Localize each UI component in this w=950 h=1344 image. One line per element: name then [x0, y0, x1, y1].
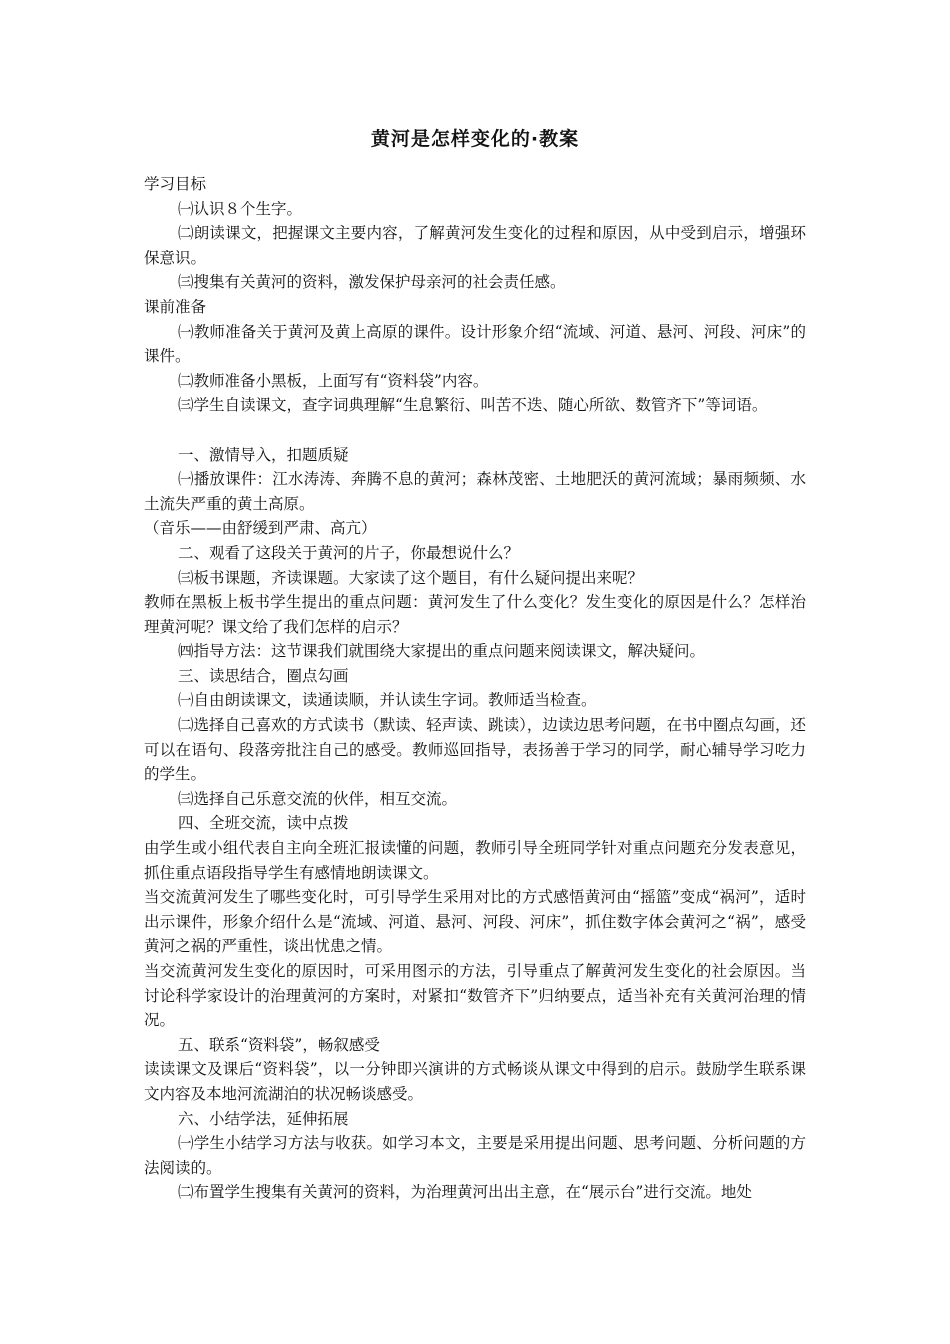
paragraph: ㈡朗读课文，把握课文主要内容，了解黄河发生变化的过程和原因，从中受到启示，增强环保意识。 — [144, 224, 806, 267]
paragraph: 由学生或小组代表自主向全班汇报读懂的问题，教师引导全班同学针对重点问题充分发表意见，抓住重点语段指导学生有感情地朗读课文。 — [144, 839, 806, 882]
paragraph: ㈠学生小结学习方法与收获。如学习本文，主要是采用提出问题、思考问题、分析问题的方法阅读的。 — [144, 1134, 806, 1177]
paragraph: 二、观看了这段关于黄河的片子，你最想说什么？ — [178, 543, 520, 562]
paragraph: 五、联系“资料袋”，畅叙感受 — [178, 1035, 380, 1054]
document-title: 黄河是怎样变化的·教案 — [370, 128, 580, 150]
paragraph: 一、激情导入，扣题质疑 — [178, 445, 349, 464]
paragraph: ㈠认识８个生字。 — [178, 199, 303, 218]
paragraph: 课前准备 — [144, 297, 207, 316]
paragraph: ㈠播放课件：江水涛涛、奔腾不息的黄河；森林茂密、土地肥沃的黄河流域；暴雨频频、水土流失严重的黄土高原。 — [144, 470, 806, 513]
paragraph: ㈡布置学生搜集有关黄河的资料，为治理黄河出出主意，在“展示台”进行交流。地处 — [178, 1183, 752, 1202]
paragraph: 当交流黄河发生了哪些变化时，可引导学生采用对比的方式感悟黄河由“摇篮”变成“祸河”，适时出示课件，形象介绍什么是“流域、河道、悬河、河段、河床”，抓住数字体会黄河之“祸”，感受黄河之祸的严重性，谈出忧患之情。 — [144, 888, 806, 956]
paragraph: 读读课文及课后“资料袋”，以一分钟即兴演讲的方式畅谈从课文中得到的启示。鼓励学生联系课文内容及本地河流湖泊的状况畅谈感受。 — [144, 1060, 806, 1103]
paragraph: （音乐——由舒缓到严肃、高亢） — [144, 519, 377, 538]
paragraph: 三、读思结合，圈点勾画 — [178, 666, 349, 685]
paragraph: ㈣指导方法：这节课我们就围绕大家提出的重点问题来阅读课文，解决疑问。 — [178, 642, 706, 661]
paragraph: ㈠教师准备关于黄河及黄上高原的课件。设计形象介绍“流域、河道、悬河、河段、河床”的课件。 — [144, 322, 806, 366]
paragraph: ㈡教师准备小黑板，上面写有“资料袋”内容。 — [178, 371, 489, 390]
paragraph: 学习目标 — [144, 175, 207, 193]
paragraph: 当交流黄河发生变化的原因时，可采用图示的方法，引导重点了解黄河发生变化的社会原因。当讨论科学家设计的治理黄河的方案时，对紧扣“数管齐下”归纳要点，适当补充有关黄河治理的情况。 — [144, 962, 806, 1030]
paragraph: ㈢选择自己乐意交流的伙伴，相互交流。 — [178, 789, 458, 808]
paragraph: ㈡选择自己喜欢的方式读书（默读、轻声读、跳读），边读边思考问题，在书中圈点勾画，还可以在语句、段落旁批注自己的感受。教师巡回指导，表扬善于学习的同学，耐心辅导学习吃力的学生。 — [144, 716, 806, 784]
paragraph: 教师在黑板上板书学生提出的重点问题：黄河发生了什么变化？发生变化的原因是什么？怎样治理黄河呢？课文给了我们怎样的启示？ — [144, 593, 806, 636]
paragraph: 四、全班交流，读中点拨 — [178, 814, 349, 833]
paragraph: ㈢板书课题，齐读课题。大家读了这个题目，有什么疑问提出来呢？ — [178, 568, 644, 587]
paragraph: ㈠自由朗读课文，读通读顺，并认读生字词。教师适当检查。 — [178, 691, 597, 710]
paragraph: 六、小结学法，延伸拓展 — [178, 1109, 349, 1128]
paragraph: ㈢学生自读课文，查字词典理解“生息繁衍、叫苦不迭、随心所欲、数管齐下”等词语。 — [178, 396, 768, 415]
document-body — [144, 172, 806, 1205]
blank-line — [144, 418, 806, 443]
paragraph: ㈢搜集有关黄河的资料，激发保护母亲河的社会责任感。 — [178, 273, 566, 292]
